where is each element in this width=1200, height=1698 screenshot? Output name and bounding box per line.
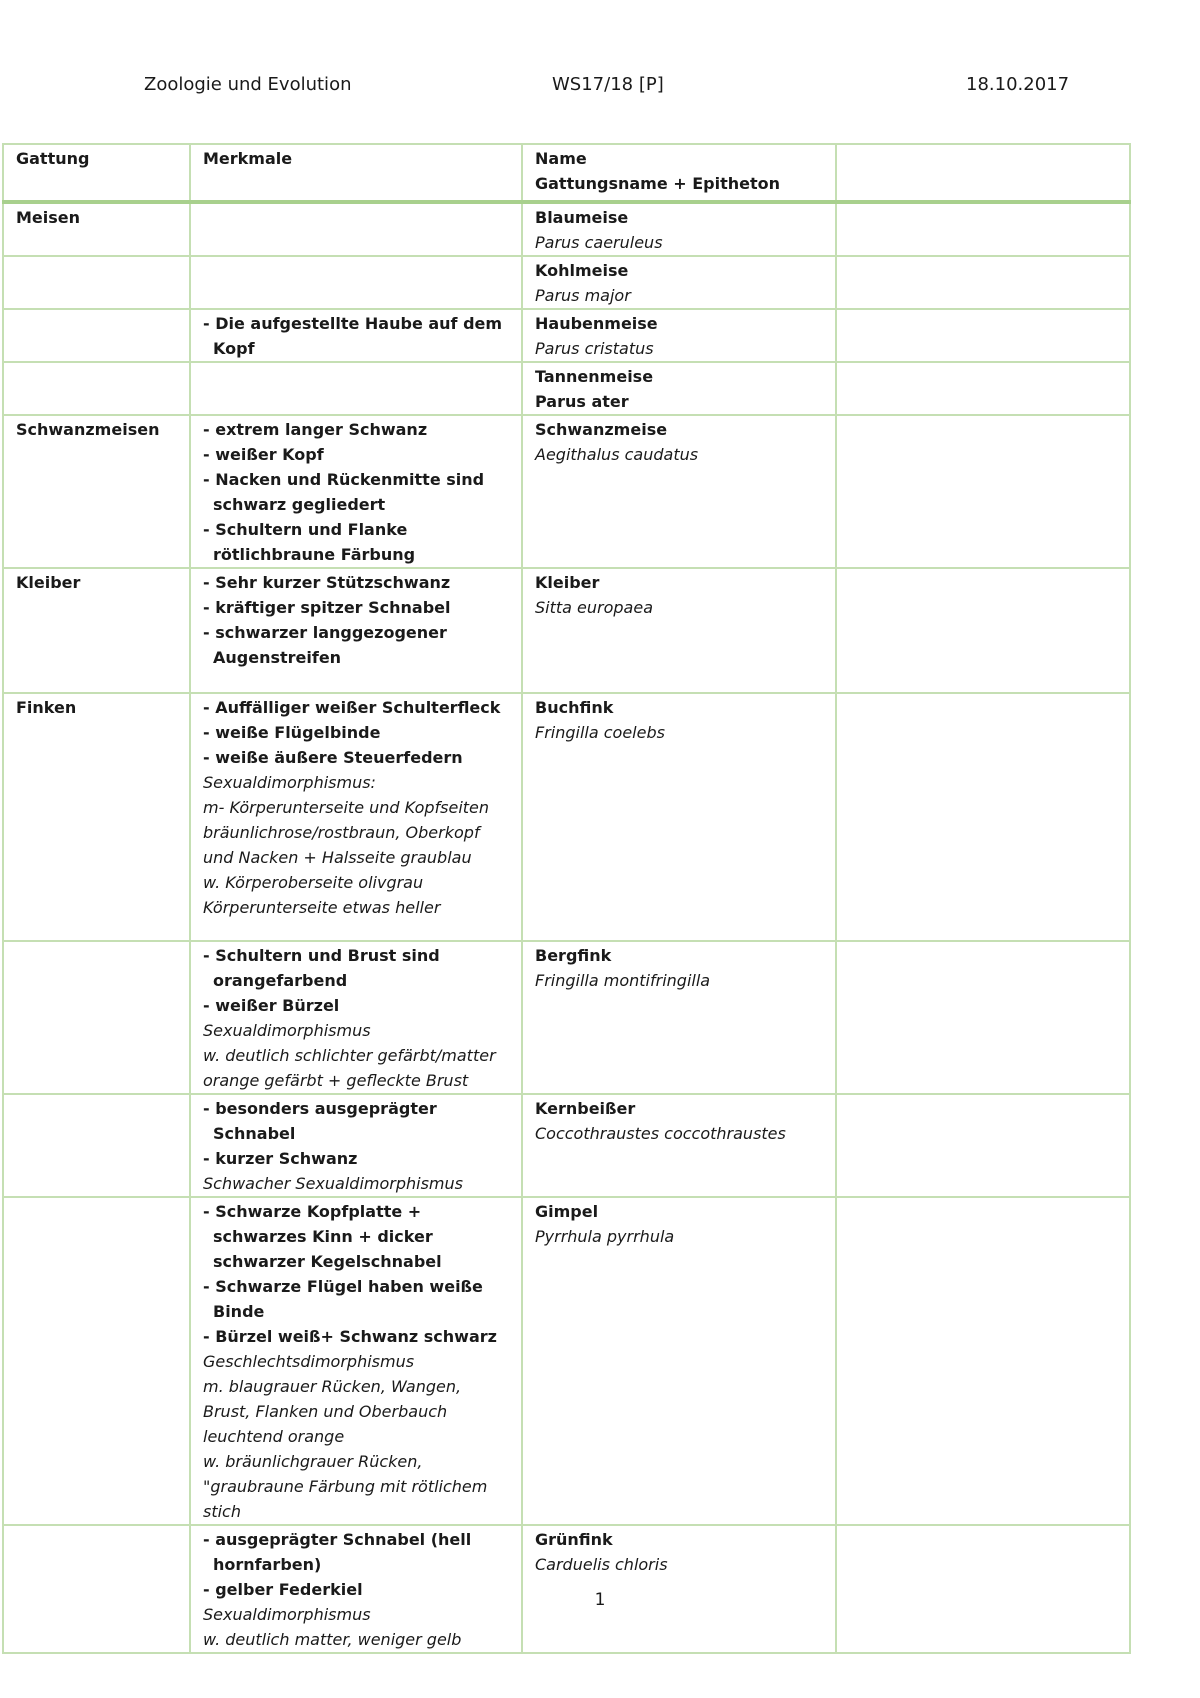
merkmal-item: - schwarzer langgezogener Augenstreifen xyxy=(203,623,447,667)
cell-empty xyxy=(836,202,1130,256)
merkmal-item: - Bürzel weiß+ Schwanz schwarz xyxy=(203,1327,497,1346)
table-row xyxy=(3,256,1130,309)
common-name: Gimpel xyxy=(535,1202,599,1221)
cell-merkmale xyxy=(190,1525,522,1653)
table-row xyxy=(3,1094,1130,1197)
merkmal-item: - weiße Flügelbinde xyxy=(203,723,381,742)
cell-name xyxy=(522,1525,836,1653)
cell-name xyxy=(522,256,836,309)
cell-merkmale xyxy=(190,415,522,568)
table-row xyxy=(3,1197,1130,1525)
cell-merkmale xyxy=(190,362,522,415)
cell-empty xyxy=(836,941,1130,1094)
merkmal-item: - weiße äußere Steuerfedern xyxy=(203,748,463,767)
common-name: Haubenmeise xyxy=(535,314,658,333)
cell-empty xyxy=(836,693,1130,941)
cell-gattung xyxy=(3,362,190,415)
common-name: Kleiber xyxy=(535,573,600,592)
cell-name xyxy=(522,309,836,362)
merkmal-item: - Schwarze Kopfplatte + schwarzes Kinn + dicker schwarzer Kegelschnabel xyxy=(203,1202,442,1271)
latin-name: Parus ater xyxy=(535,392,629,411)
dimorphism-note: Sexualdimorphismus xyxy=(203,1605,371,1624)
latin-name: Parus major xyxy=(535,286,631,305)
merkmal-item: - ausgeprägter Schnabel (hell hornfarben) xyxy=(203,1530,472,1574)
cell-empty xyxy=(836,1094,1130,1197)
latin-name: Fringilla coelebs xyxy=(535,723,665,742)
cell-gattung: Kleiber xyxy=(3,568,190,693)
merkmal-item: - extrem langer Schwanz xyxy=(203,420,428,439)
common-name: Schwanzmeise xyxy=(535,420,668,439)
dimorphism-note: w. deutlich matter, weniger gelb xyxy=(203,1630,462,1649)
common-name: Tannenmeise xyxy=(535,367,654,386)
semester-label: WS17/18 [P] xyxy=(552,74,664,95)
cell-empty xyxy=(836,1197,1130,1525)
header-merkmale: Merkmale xyxy=(190,144,522,202)
merkmal-item: - Die aufgestellte Haube auf dem Kopf xyxy=(203,314,503,358)
table-header-row xyxy=(3,144,1130,202)
cell-name xyxy=(522,1094,836,1197)
cell-gattung: Schwanzmeisen xyxy=(3,415,190,568)
page-header xyxy=(0,74,1200,100)
merkmal-item: - besonders ausgeprägter Schnabel xyxy=(203,1099,437,1143)
merkmal-item: - kurzer Schwanz xyxy=(203,1149,358,1168)
dimorphism-note: m- Körperunterseite und Kopfseiten bräunlichrose/rostbraun, Oberkopf und Nacken + Halsseite graublau xyxy=(203,798,490,867)
cell-gattung xyxy=(3,1094,190,1197)
dimorphism-note: Körperunterseite etwas heller xyxy=(203,898,441,917)
cell-name xyxy=(522,693,836,941)
merkmal-item: - kräftiger spitzer Schnabel xyxy=(203,598,451,617)
table-row xyxy=(3,941,1130,1094)
table-row xyxy=(3,568,1130,693)
cell-name xyxy=(522,202,836,256)
latin-name: Aegithalus caudatus xyxy=(535,445,699,464)
bird-species-table xyxy=(2,143,1131,1654)
table-row xyxy=(3,309,1130,362)
cell-merkmale xyxy=(190,1197,522,1525)
header-empty xyxy=(836,144,1130,202)
common-name: Grünfink xyxy=(535,1530,613,1549)
table-row xyxy=(3,202,1130,256)
document-date: 18.10.2017 xyxy=(966,74,1070,95)
cell-empty xyxy=(836,256,1130,309)
cell-merkmale xyxy=(190,941,522,1094)
cell-name xyxy=(522,415,836,568)
cell-gattung xyxy=(3,941,190,1094)
header-name: Name Gattungsname + Epitheton xyxy=(522,144,836,202)
latin-name: Pyrrhula pyrrhula xyxy=(535,1227,675,1246)
cell-merkmale xyxy=(190,693,522,941)
dimorphism-note: w. bräunlichgrauer Rücken, "graubraune Färbung mit rötlichem stich xyxy=(203,1452,488,1521)
dimorphism-note: Schwacher Sexualdimorphismus xyxy=(203,1174,463,1193)
dimorphism-note: m. blaugrauer Rücken, Wangen, Brust, Flanken und Oberbauch leuchtend orange xyxy=(203,1377,462,1446)
dimorphism-note: w. Körperoberseite olivgrau xyxy=(203,873,424,892)
merkmal-item: - weißer Bürzel xyxy=(203,996,340,1015)
table-row xyxy=(3,693,1130,941)
dimorphism-note: Sexualdimorphismus xyxy=(203,1021,371,1040)
common-name: Kohlmeise xyxy=(535,261,629,280)
page-number: 1 xyxy=(594,1590,606,1610)
common-name: Kernbeißer xyxy=(535,1099,636,1118)
merkmal-item: - Schwarze Flügel haben weiße Binde xyxy=(203,1277,483,1321)
cell-gattung: Finken xyxy=(3,693,190,941)
latin-name: Carduelis chloris xyxy=(535,1555,668,1574)
latin-name: Sitta europaea xyxy=(535,598,653,617)
latin-name: Coccothraustes coccothraustes xyxy=(535,1124,786,1143)
cell-name xyxy=(522,941,836,1094)
latin-name: Parus caeruleus xyxy=(535,233,663,252)
cell-merkmale xyxy=(190,1094,522,1197)
header-gattung: Gattung xyxy=(3,144,190,202)
cell-empty xyxy=(836,309,1130,362)
cell-gattung xyxy=(3,1197,190,1525)
cell-merkmale xyxy=(190,309,522,362)
cell-gattung xyxy=(3,309,190,362)
dimorphism-note: w. deutlich schlichter gefärbt/matter orange gefärbt + gefleckte Brust xyxy=(203,1046,496,1090)
common-name: Bergfink xyxy=(535,946,612,965)
merkmal-item: - Schultern und Flanke rötlichbraune Färbung xyxy=(203,520,416,564)
latin-name: Parus cristatus xyxy=(535,339,654,358)
cell-gattung xyxy=(3,256,190,309)
merkmal-item: - Nacken und Rückenmitte sind schwarz gegliedert xyxy=(203,470,485,514)
common-name: Buchfink xyxy=(535,698,614,717)
cell-name xyxy=(522,568,836,693)
cell-gattung: Meisen xyxy=(3,202,190,256)
table-row xyxy=(3,415,1130,568)
common-name: Blaumeise xyxy=(535,208,629,227)
cell-merkmale xyxy=(190,256,522,309)
cell-empty xyxy=(836,415,1130,568)
cell-empty xyxy=(836,1525,1130,1653)
cell-empty xyxy=(836,568,1130,693)
table-row xyxy=(3,362,1130,415)
dimorphism-note: Geschlechtsdimorphismus xyxy=(203,1352,415,1371)
cell-gattung xyxy=(3,1525,190,1653)
merkmal-item: - Schultern und Brust sind orangefarbend xyxy=(203,946,440,990)
cell-name xyxy=(522,1197,836,1525)
merkmal-item: - gelber Federkiel xyxy=(203,1580,363,1599)
merkmal-item: - weißer Kopf xyxy=(203,445,324,464)
cell-merkmale xyxy=(190,568,522,693)
course-title: Zoologie und Evolution xyxy=(144,74,352,95)
cell-name xyxy=(522,362,836,415)
cell-merkmale xyxy=(190,202,522,256)
dimorphism-note: Sexualdimorphismus: xyxy=(203,773,376,792)
merkmal-item: - Sehr kurzer Stützschwanz xyxy=(203,573,451,592)
table-row xyxy=(3,1525,1130,1653)
latin-name: Fringilla montifringilla xyxy=(535,971,711,990)
cell-empty xyxy=(836,362,1130,415)
merkmal-item: - Auffälliger weißer Schulterfleck xyxy=(203,698,501,717)
